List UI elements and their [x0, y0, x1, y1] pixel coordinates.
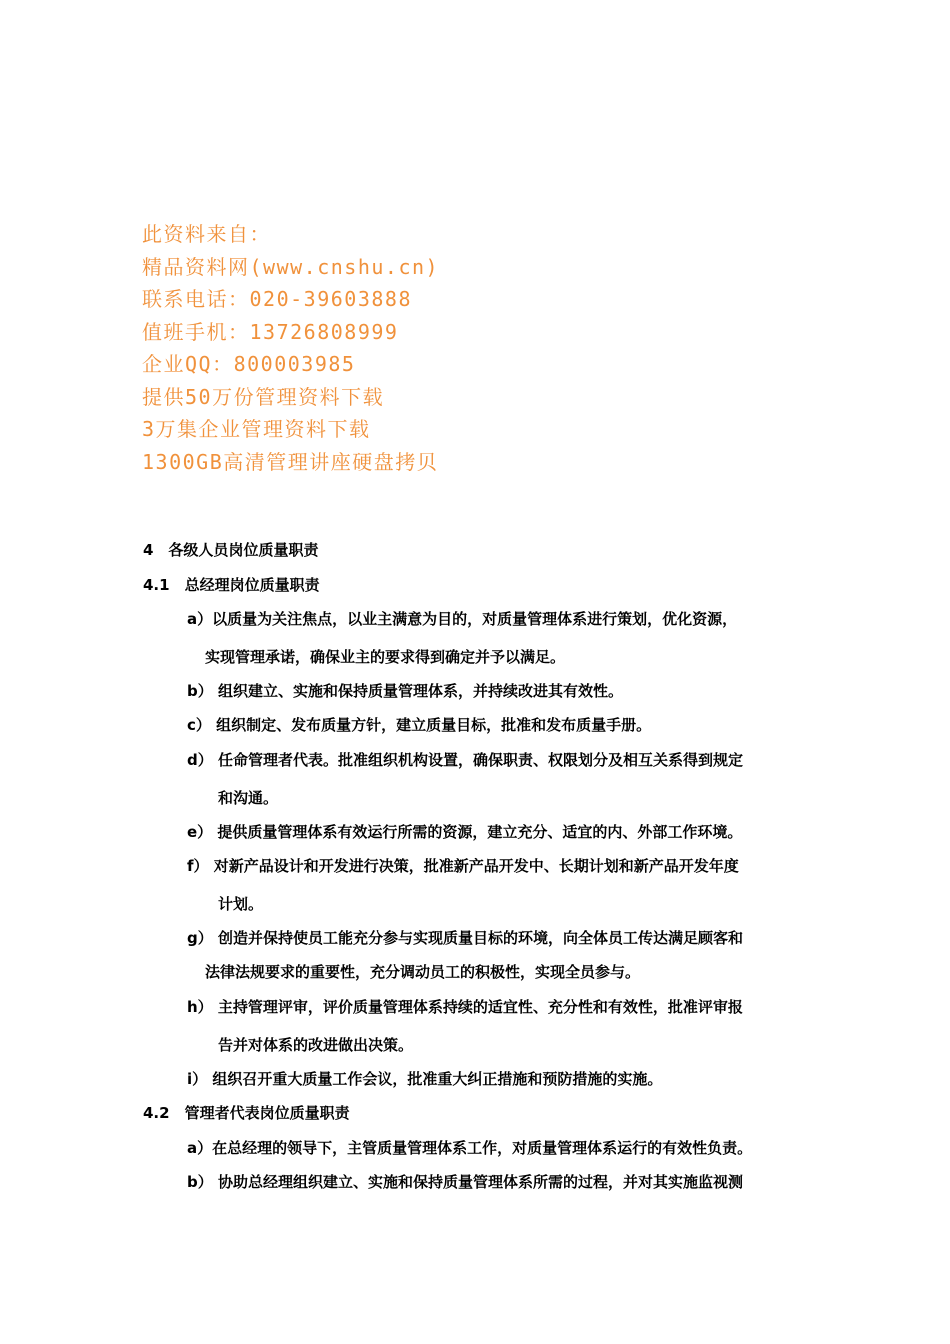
- promo-source-line: 此资料来自：: [142, 222, 271, 246]
- duty-item: h） 主持管理评审，评价质量管理体系持续的适宜性、充分性和有效性，批准评审报: [187, 998, 743, 1016]
- duty-item: b） 组织建立、实施和保持质量管理体系，并持续改进其有效性。: [187, 682, 623, 700]
- promo-website-line: 精品资料网(www.cnshu.cn): [142, 254, 440, 279]
- promo-phone-line: 联系电话：020-39603888: [142, 287, 412, 311]
- duty-item: a）以质量为关注焦点，以业主满意为目的，对质量管理体系进行策划，优化资源，: [187, 610, 738, 628]
- duty-item: d） 任命管理者代表。批准组织机构设置，确保职责、权限划分及相互关系得到规定: [187, 751, 743, 769]
- duty-item-continuation: 计划。: [218, 895, 264, 913]
- duty-item-continuation: 法律法规要求的重要性，充分调动员工的积极性，实现全员参与。: [205, 963, 641, 981]
- duty-item: i） 组织召开重大质量工作会议，批准重大纠正措施和预防措施的实施。: [187, 1070, 663, 1088]
- subsection-heading-4-1: 4.1 总经理岗位质量职责: [143, 576, 320, 594]
- promo-qq-line: 企业QQ：800003985: [142, 352, 356, 376]
- promo-offer-line: 提供50万份管理资料下载: [142, 384, 385, 409]
- duty-item: g） 创造并保持使员工能充分参与实现质量目标的环境，向全体员工传达满足顾客和: [187, 929, 743, 947]
- duty-item: f） 对新产品设计和开发进行决策，批准新产品开发中、长期计划和新产品开发年度: [187, 857, 739, 875]
- subsection-heading-4-2: 4.2 管理者代表岗位质量职责: [143, 1104, 350, 1122]
- duty-item-continuation: 告并对体系的改进做出决策。: [218, 1036, 414, 1054]
- section-heading: 4 各级人员岗位质量职责: [143, 541, 319, 559]
- promo-offer-line: 1300GB高清管理讲座硬盘拷贝: [142, 449, 439, 474]
- duty-item: a）在总经理的领导下，主管质量管理体系工作，对质量管理体系运行的有效性负责。: [187, 1139, 753, 1157]
- promo-offer-line: 3万集企业管理资料下载: [142, 417, 371, 441]
- duty-item: b） 协助总经理组织建立、实施和保持质量管理体系所需的过程，并对其实施监视测: [187, 1173, 743, 1191]
- duty-item-continuation: 和沟通。: [218, 789, 279, 807]
- promo-mobile-line: 值班手机：13726808999: [142, 319, 399, 344]
- duty-item: e） 提供质量管理体系有效运行所需的资源，建立充分、适宜的内、外部工作环境。: [187, 823, 743, 841]
- duty-item: c） 组织制定、发布质量方针，建立质量目标，批准和发布质量手册。: [187, 716, 652, 734]
- duty-item-continuation: 实现管理承诺，确保业主的要求得到确定并予以满足。: [205, 648, 566, 666]
